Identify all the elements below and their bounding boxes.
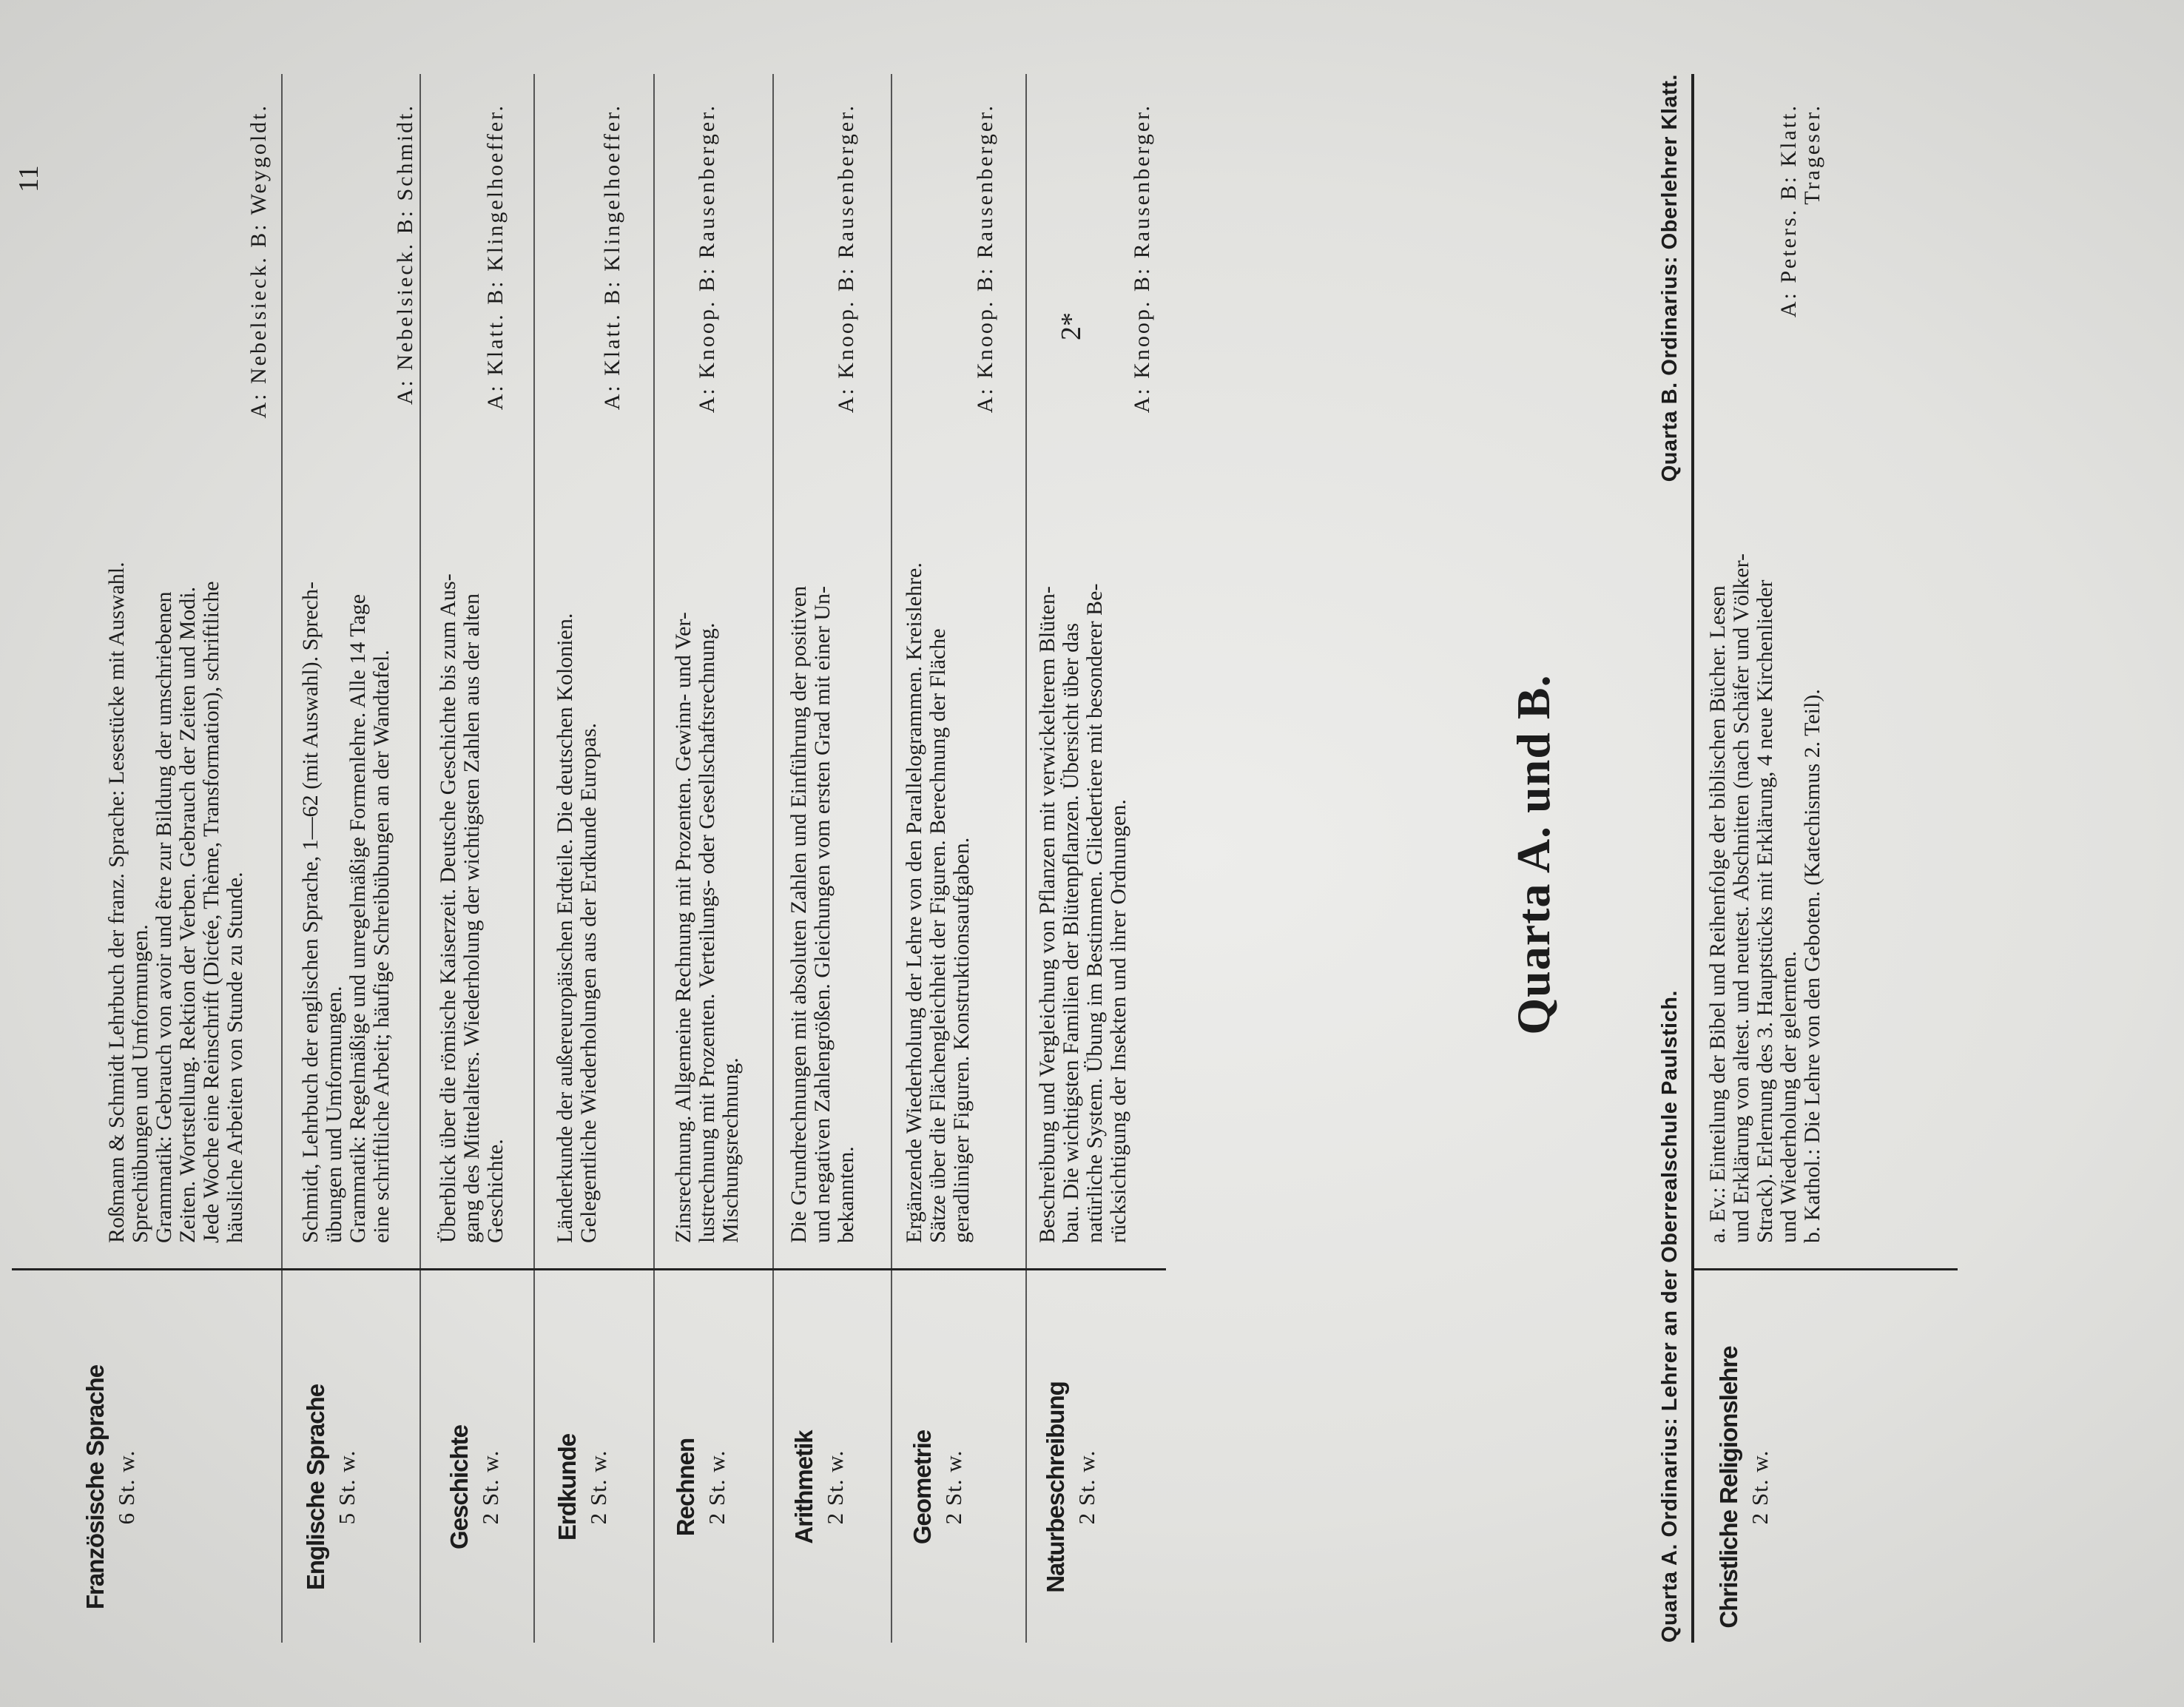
column-divider xyxy=(1691,1268,1958,1270)
subject-name: Christliche Religionslehre xyxy=(1715,1346,1742,1629)
description-cell xyxy=(105,104,271,1243)
description-line: Sprechübungen und Umformungen. xyxy=(128,924,152,1243)
row-divider xyxy=(1025,74,1027,1643)
subject-cell xyxy=(80,1332,142,1643)
subject-cell xyxy=(552,1332,614,1643)
teacher-assignment: A: Nebelsieck. B: Weygoldt. xyxy=(246,104,271,419)
description-line xyxy=(1801,104,1824,1243)
teacher-assignment: A: Knoop. B: Rausenberger. xyxy=(834,104,858,414)
subject-hours: 6 St. w. xyxy=(113,1450,139,1525)
teacher-assignment: A: Peters. B: Klatt. xyxy=(1776,104,1801,318)
subject-name: Französische Sprache xyxy=(81,1364,109,1610)
description-line: Überblick über die römische Kaiserzeit. Deutsche Geschichte bis zum Aus- xyxy=(436,573,460,1243)
subject-hours: 2 St. w. xyxy=(477,1450,503,1525)
description-line: gang des Mittelalters. Wiederholung der wichtigsten Zahlen aus der alten xyxy=(459,593,484,1243)
description-cell xyxy=(553,104,624,1243)
teacher-assignment: A: Knoop. B: Rausenberger. xyxy=(973,104,997,414)
subject-name: Arithmetik xyxy=(790,1430,818,1544)
subject-name: Englische Sprache xyxy=(302,1384,329,1591)
description-cell xyxy=(437,104,508,1243)
signature-mark: 2* xyxy=(1056,312,1087,340)
teacher-assignment: A: Klatt. B: Klingelhoeffer. xyxy=(483,104,508,411)
ordinarius-quarta-a: Quarta A. Ordinarius: Lehrer an der Oberrealschule Paulstich. xyxy=(1658,990,1682,1643)
section-heading: Quarta A. und B. xyxy=(1507,674,1560,1035)
row-divider xyxy=(653,74,655,1643)
description-line: Die Grundrechnungen mit absoluten Zahlen und Einführung der positiven xyxy=(786,585,811,1243)
description-line: Zinsrechnung. Allgemeine Rechnung mit Prozenten. Gewinn- und Ver- xyxy=(671,612,695,1243)
description-line: häusliche Arbeiten von Stunde zu Stunde. xyxy=(223,872,247,1243)
subject-name: Rechnen xyxy=(672,1438,699,1537)
subject-hours: 2 St. w. xyxy=(585,1450,611,1525)
subject-cell xyxy=(444,1332,506,1643)
subject-hours: 2 St. w. xyxy=(704,1450,729,1525)
subject-hours: 2 St. w. xyxy=(822,1450,848,1525)
description-line: a. Ev.: Einteilung der Bibel und Reihenfolge der biblischen Bücher. Lesen xyxy=(1705,585,1730,1243)
subject-cell xyxy=(789,1332,851,1643)
ordinarius-quarta-b: Quarta B. Ordinarius: Oberlehrer Klatt. xyxy=(1658,74,1682,482)
subject-hours: 5 St. w. xyxy=(334,1450,360,1525)
description-line: Zeiten. Wortstellung. Rektion der Verben. Gebrauch der Zeiten und Modi. xyxy=(175,586,200,1243)
subject-name: Erdkunde xyxy=(553,1433,581,1541)
catholic-line: b. Kathol.: Die Lehre von den Geboten. (Katechismus 2. Teil). xyxy=(1800,689,1824,1243)
subject-cell xyxy=(300,1332,363,1643)
subject-cell xyxy=(1713,1317,1776,1657)
subject-hours: 2 St. w. xyxy=(940,1450,966,1525)
description-line: übungen und Umformungen. xyxy=(322,986,346,1243)
subject-hours: 2 St. w. xyxy=(1074,1450,1099,1525)
description-line: eine schriftliche Arbeit; häufige Schreibübungen an der Wandtafel. xyxy=(369,650,394,1243)
subject-name: Geometrie xyxy=(909,1430,936,1545)
teacher-assignment: A: Klatt. B: Klingelhoeffer. xyxy=(600,104,624,411)
description-line: Jede Woche eine Reinschrift (Dictée, Thème, Transformation), schriftliche xyxy=(199,581,223,1243)
row-divider xyxy=(772,74,774,1643)
description-line: geradliniger Figuren. Konstruktionsaufgaben. xyxy=(949,837,974,1243)
description-line: und Wiederholung der gelernten. xyxy=(1776,951,1801,1243)
catholic-teacher: Trageser. xyxy=(1800,104,1824,205)
rotated-document-page xyxy=(12,52,2172,1657)
description-line: Strack). Erlernung des 3. Hauptstücks mit Erklärung, 4 neue Kirchenlieder xyxy=(1753,579,1777,1243)
description-line: und Erklärung von altest. und neutest. Abschnitten (nach Schäfer und Völker- xyxy=(1729,553,1753,1243)
description-cell xyxy=(1036,104,1154,1243)
subject-cell xyxy=(907,1332,969,1643)
description-cell xyxy=(903,104,997,1243)
description-line: Geschichte. xyxy=(483,1139,508,1243)
description-line: Grammatik: Gebrauch von avoir und être zur Bildung der umschriebenen xyxy=(152,591,176,1243)
description-line: Gelegentliche Wiederholungen aus der Erdkunde Europas. xyxy=(576,723,601,1243)
description-line: natürliche System. Übung im Bestimmen. Gliedertiere mit besonderer Be- xyxy=(1082,583,1107,1243)
description-line: und negativen Zahlengrößen. Gleichungen vom ersten Grad mit einer Un- xyxy=(810,585,835,1243)
description-cell xyxy=(787,104,858,1243)
subject-name: Geschichte xyxy=(445,1425,473,1549)
description-line: Grammatik: Regelmäßige und unregelmäßige Formenlehre. Alle 14 Tage xyxy=(346,593,370,1243)
description-line: Mischungsrechnung. xyxy=(718,1057,743,1243)
description-line: lustrechnung mit Prozenten. Verteilungs- oder Gesellschaftsrechnung. xyxy=(695,622,719,1243)
teacher-assignment: A: Knoop. B: Rausenberger. xyxy=(1130,104,1154,414)
description-line: bekannten. xyxy=(834,1146,858,1243)
ordinarius-line xyxy=(1658,74,1682,1643)
description-line: Beschreibung und Vergleichung von Pflanzen mit verwickelterem Blüten- xyxy=(1035,586,1059,1243)
teacher-assignment: A: Nebelsieck. B: Schmidt. xyxy=(393,104,417,405)
row-divider xyxy=(419,74,421,1643)
description-line: rücksichtigung der Insekten und ihrer Ordnungen. xyxy=(1106,799,1130,1243)
row-divider xyxy=(891,74,892,1643)
subject-cell xyxy=(670,1332,732,1643)
description-cell xyxy=(672,104,743,1243)
description-line: Roßmann & Schmidt Lehrbuch der franz. Sprache: Lesestücke mit Auswahl. xyxy=(104,562,129,1243)
subject-cell xyxy=(1040,1332,1102,1643)
section-rule xyxy=(1691,74,1694,1643)
subject-name: Naturbeschreibung xyxy=(1042,1381,1069,1593)
description-line: Ergänzende Wiederholung der Lehre von den Parallelogrammen. Kreislehre. xyxy=(902,562,926,1243)
column-divider xyxy=(12,1268,1166,1270)
description-line: Schmidt, Lehrbuch der englischen Sprache, 1—62 (mit Auswahl). Sprech- xyxy=(298,582,323,1243)
description-cell xyxy=(299,104,417,1243)
subject-hours: 2 St. w. xyxy=(1747,1450,1773,1525)
teacher-assignment: A: Knoop. B: Rausenberger. xyxy=(695,104,719,414)
row-divider xyxy=(281,74,283,1643)
page-number: 11 xyxy=(13,165,44,192)
description-line: Sätze über die Flächengleichheit der Figuren. Berechnung der Fläche xyxy=(926,628,950,1243)
description-line: Länderkunde der außereuropäischen Erdteile. Die deutschen Kolonien. xyxy=(553,613,577,1243)
description-cell xyxy=(1706,104,1824,1243)
row-divider xyxy=(533,74,535,1643)
description-line: bau. Die wichtigsten Familien der Blütenpflanzen. Übersicht über das xyxy=(1059,622,1083,1243)
